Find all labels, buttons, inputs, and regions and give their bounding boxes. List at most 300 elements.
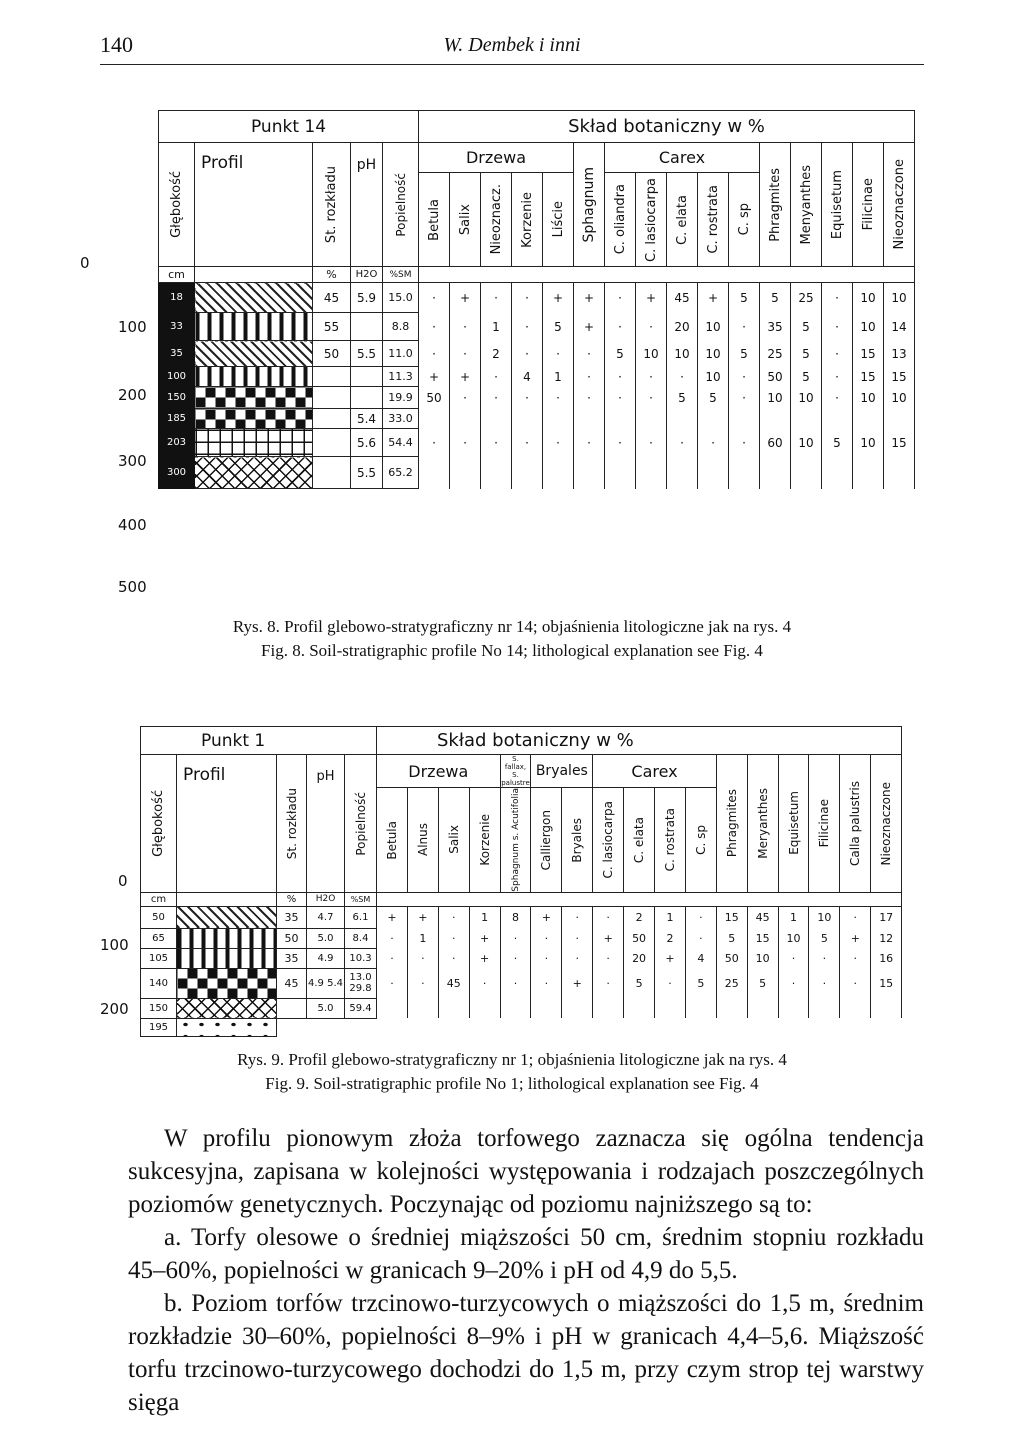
fig8-cell (574, 409, 605, 429)
fig8-species-cell-15 (884, 143, 915, 267)
fig8-cell (450, 457, 481, 489)
fig8-st-value (313, 387, 351, 409)
fig8-cell: · (574, 387, 605, 409)
fig8-cell: 5 (729, 283, 760, 313)
fig8-cell (419, 457, 450, 489)
fig8-cell (698, 409, 729, 429)
body-text (128, 1122, 924, 1419)
fig9-cell: 5 (809, 928, 840, 948)
fig8-cell: · (605, 387, 636, 409)
fig8-ph-header: pH (351, 143, 383, 267)
fig9-profil-layer (177, 928, 277, 948)
fig9-cell: · (809, 968, 840, 998)
fig9-cell: · (685, 906, 716, 928)
fig8-cell (853, 409, 884, 429)
table-row (141, 998, 902, 1018)
fig9-species-cell-2 (438, 788, 469, 893)
table-row (159, 283, 915, 313)
fig8-popielnosc-value: 8.8 (383, 313, 419, 341)
fig8-species-10: C. sp (736, 203, 752, 236)
fig9-cell: 25 (716, 968, 747, 998)
fig9-ph-value: 4.9 5.4 (307, 968, 345, 998)
fig8-cell: · (729, 367, 760, 387)
fig9-cell (655, 998, 686, 1018)
fig8-layer-depth: 203 (159, 429, 195, 457)
fig8-cell: 10 (884, 283, 915, 313)
fig8-cell: 10 (791, 387, 822, 409)
fig8-cell: · (605, 313, 636, 341)
fig8-species-15: Nieoznaczone (891, 159, 907, 250)
fig8-depth-500: 500 (118, 578, 147, 596)
fig8-cell: · (512, 341, 543, 367)
table-row (141, 928, 902, 948)
fig9-cell: + (655, 948, 686, 968)
fig9-species-cell-4 (500, 788, 531, 893)
fig9-cell: 17 (871, 906, 902, 928)
fig8-cell (729, 409, 760, 429)
fig8-popielnosc-header-label: Popielność (393, 172, 408, 237)
fig8-cell: · (574, 429, 605, 457)
fig8-cell: 2 (481, 341, 512, 367)
fig8-cell: · (450, 341, 481, 367)
fig8-cell: 5 (729, 341, 760, 367)
fig9-cell: · (438, 948, 469, 968)
fig8-cell: 5 (791, 341, 822, 367)
fig9-cell: · (840, 906, 871, 928)
fig9-ph-value: 4.7 (307, 906, 345, 928)
fig9-cell (747, 998, 778, 1018)
fig9-h2o-unit: H2O (307, 892, 345, 906)
fig8-cell (605, 457, 636, 489)
fig9-profil-layer (177, 1018, 277, 1036)
fig8-cell (512, 457, 543, 489)
fig8-profil-header: Profil (195, 143, 313, 267)
fig9-cell: 12 (871, 928, 902, 948)
fig9-profil-layer (177, 948, 277, 968)
fig8-cell (481, 457, 512, 489)
fig8-cell (667, 457, 698, 489)
fig8-species-cell-14 (853, 143, 884, 267)
fig9-cell: 4 (685, 948, 716, 968)
fig8-species-0: Betula (426, 198, 442, 241)
fig9-species-cell-12 (747, 755, 778, 893)
fig8-cell: · (822, 387, 853, 409)
fig8-cell: · (481, 387, 512, 409)
fig8-species-2: Nieoznacz. (488, 184, 504, 255)
fig9-layer-depth: 50 (141, 906, 177, 928)
fig8-species-cell-11 (760, 143, 791, 267)
fig8-cell (698, 457, 729, 489)
fig9-ph-header: pH (307, 755, 345, 893)
fig8-st-value (313, 367, 351, 387)
fig9-species-cell-7 (593, 788, 624, 893)
fig9-species-cell-15 (840, 755, 871, 893)
fig9-cell: 5 (685, 968, 716, 998)
fig8-pop-unit: %SM (383, 267, 419, 283)
fig8-ph-value (351, 367, 383, 387)
fig9-cell: · (377, 948, 408, 968)
fig8-cell: · (512, 429, 543, 457)
fig8-species-cell-6 (605, 173, 636, 267)
fig8-depth-0: 0 (80, 254, 90, 272)
fig9-species-cell-4-label: Sphagnum s. Acutifolia (510, 788, 521, 892)
fig9-layer-depth: 150 (141, 998, 177, 1018)
fig9-cell: 1 (778, 906, 809, 928)
fig9-cell (500, 998, 531, 1018)
fig8-layer-depth: 33 (159, 313, 195, 341)
fig8-profil-layer (195, 367, 313, 387)
fig8-cell: 5 (667, 387, 698, 409)
fig9-cell: · (438, 906, 469, 928)
fig8-cell: 60 (760, 429, 791, 457)
fig8-cell (791, 457, 822, 489)
fig9-drzewa-header: Drzewa (377, 755, 501, 788)
fig8-cell (822, 409, 853, 429)
fig8-ph-value: 5.5 (351, 341, 383, 367)
fig9-bottom-filler (277, 1018, 902, 1036)
fig9-popielnosc-value: 10.3 (345, 948, 377, 968)
fig8-cell: · (512, 283, 543, 313)
fig8-depth-100: 100 (118, 318, 147, 336)
fig8-cell: · (481, 429, 512, 457)
fig9-st-rozkladu-header (277, 755, 307, 893)
fig8-cell: 10 (698, 367, 729, 387)
fig8-sklad-header: Skład botaniczny w % (419, 111, 915, 143)
fig8-cell: 10 (884, 387, 915, 409)
fig9-unit-filler (377, 892, 902, 906)
fig8-cell: 15 (884, 429, 915, 457)
fig8-species-cell-7 (636, 173, 667, 267)
fig9-species-cell-8-label: C. elata (632, 816, 647, 863)
fig9-species-cell-10 (685, 788, 716, 893)
fig9-popielnosc-value: 59.4 (345, 998, 377, 1018)
fig8-depth-200: 200 (118, 386, 147, 404)
fig9-layer-depth: 195 (141, 1018, 177, 1036)
fig9-cell: 5 (716, 928, 747, 948)
fig9-cell: · (407, 968, 438, 998)
fig9-layer-depth: 65 (141, 928, 177, 948)
fig9-popielnosc-header (345, 755, 377, 893)
fig9-ph-value: 4.9 (307, 948, 345, 968)
fig8-species-8: C. elata (674, 194, 690, 245)
fig8-cell (884, 409, 915, 429)
fig9-cell: 2 (655, 928, 686, 948)
fig9-profil-layer (177, 906, 277, 928)
fig9-popielnosc-value: 13.0 29.8 (345, 968, 377, 998)
fig8-popielnosc-value: 54.4 (383, 429, 419, 457)
fig9-popielnosc-header-label: Popielność (353, 791, 368, 856)
fig8-cell (605, 409, 636, 429)
fig8-cell: 10 (698, 313, 729, 341)
fig8-cell: + (419, 367, 450, 387)
fig8-cell (574, 457, 605, 489)
fig8-cell: · (419, 313, 450, 341)
fig8-cell (481, 409, 512, 429)
fig9-cell: · (685, 928, 716, 948)
fig9-cell: + (593, 928, 624, 948)
fig8-popielnosc-value: 19.9 (383, 387, 419, 409)
fig9-cell (871, 998, 902, 1018)
fig8-cell: 10 (636, 341, 667, 367)
fig8-st-value: 45 (313, 283, 351, 313)
fig8-profil-layer (195, 387, 313, 409)
fig8-cell (636, 457, 667, 489)
fig8-cell: 5 (791, 313, 822, 341)
fig9-cell (469, 998, 500, 1018)
fig9-cell: · (469, 968, 500, 998)
fig9-species-cell-6 (562, 788, 593, 893)
figure-9-table (140, 726, 902, 1037)
table-row (159, 313, 915, 341)
fig9-layer-depth: 105 (141, 948, 177, 968)
fig8-popielnosc-value: 11.0 (383, 341, 419, 367)
fig9-species-cell-5 (531, 788, 562, 893)
fig9-species-cell-10-label: C. sp (693, 824, 708, 855)
fig8-species-14: Filicinae (860, 178, 876, 231)
fig9-species-cell-3 (469, 788, 500, 893)
fig8-species-12: Menyanthes (798, 164, 814, 245)
fig9-cell: 1 (407, 928, 438, 948)
fig9-cell (778, 998, 809, 1018)
fig9-cell: · (840, 948, 871, 968)
fig9-cell: · (562, 906, 593, 928)
fig9-cell: 16 (871, 948, 902, 968)
fig9-cell: · (377, 928, 408, 948)
fig9-cell: 8 (500, 906, 531, 928)
fig8-cell: 13 (884, 341, 915, 367)
table-row (159, 409, 915, 429)
fig8-cell: 25 (791, 283, 822, 313)
table-row (141, 906, 902, 928)
fig9-pop-unit: %SM (345, 892, 377, 906)
fig8-species-cell-9 (698, 173, 729, 267)
fig8-st-unit: % (313, 267, 351, 283)
fig9-species-cell-2-label: Salix (446, 825, 461, 855)
fig9-caption-pl: Rys. 9. Profil glebowo-stratygraficzny nr 1; objaśnienia litologiczne jak na rys. 4 (237, 1050, 787, 1069)
fig8-glebokosc-header (159, 143, 195, 267)
fig8-species-5: Sphagnum (581, 166, 597, 243)
fig9-cell: · (562, 948, 593, 968)
fig8-cell: · (419, 341, 450, 367)
fig9-species-cell-0-label: Betula (384, 820, 399, 860)
fig9-ph-value: 5.0 (307, 998, 345, 1018)
fig8-cell: 5 (760, 283, 791, 313)
fig8-cell: 5 (605, 341, 636, 367)
fig8-cell: · (574, 367, 605, 387)
paragraph-a: a. Torfy olesowe o średniej miąższości 50 cm, średnim stopniu rozkładu 45–60%, popielności w granicach 9–20% i pH od 4,9 do 5,5. (128, 1224, 924, 1284)
fig8-cell: · (605, 283, 636, 313)
fig9-cell: · (531, 948, 562, 968)
fig8-species-cell-12 (791, 143, 822, 267)
fig9-cell: · (593, 968, 624, 998)
fig9-st-value: 45 (277, 968, 307, 998)
fig8-profil-layer (195, 429, 313, 457)
fig9-depth-200: 200 (100, 1000, 129, 1018)
fig9-cell: 50 (624, 928, 655, 948)
fig9-cell (531, 998, 562, 1018)
figure-8-table (158, 110, 915, 489)
fig8-st-rozkladu-header-label: St. rozkładu (324, 165, 339, 244)
fig9-cell: 10 (809, 906, 840, 928)
fig9-cell: 1 (469, 906, 500, 928)
fig8-st-value (313, 457, 351, 489)
fig9-species-cell-16-label: Nieoznaczone (879, 781, 894, 866)
fig8-cell: 50 (760, 367, 791, 387)
fig8-depth-300: 300 (118, 452, 147, 470)
fig8-st-value: 50 (313, 341, 351, 367)
fig9-cell: · (377, 968, 408, 998)
fig8-cell: + (636, 283, 667, 313)
fig8-species-9: C. rostrata (705, 185, 721, 254)
fig8-cell: · (729, 429, 760, 457)
fig9-species-cell-14 (809, 755, 840, 893)
fig8-cell: · (450, 387, 481, 409)
fig8-cell: 50 (419, 387, 450, 409)
fig9-cm-unit: cm (141, 892, 177, 906)
fig9-cell (716, 998, 747, 1018)
fig9-cell: + (469, 928, 500, 948)
fig8-cell (636, 409, 667, 429)
fig9-cell: + (469, 948, 500, 968)
fig8-sphagnum-cell (574, 143, 605, 267)
fig8-cell: 10 (791, 429, 822, 457)
fig9-st-value: 35 (277, 948, 307, 968)
fig8-species-13: Equisetum (829, 169, 845, 240)
fig9-depth-100: 100 (100, 936, 129, 954)
fig9-cell: · (438, 928, 469, 948)
header-rule (100, 64, 924, 65)
fig9-species-cell-8 (624, 788, 655, 893)
fig8-cell: 1 (481, 313, 512, 341)
fig8-cell (822, 457, 853, 489)
fig8-cell: 15 (884, 367, 915, 387)
fig8-cell: · (543, 387, 574, 409)
fig8-cell: · (822, 367, 853, 387)
fig9-bryales-header: Bryales (531, 755, 593, 788)
fig9-popielnosc-value: 6.1 (345, 906, 377, 928)
fig8-cell: · (636, 313, 667, 341)
fig9-cell: 50 (716, 948, 747, 968)
fig8-popielnosc-value: 15.0 (383, 283, 419, 313)
fig9-cell: + (407, 906, 438, 928)
fig8-glebokosc-header-label: Głębokość (169, 171, 184, 238)
fig8-cell: · (729, 313, 760, 341)
fig9-cell: · (593, 948, 624, 968)
fig9-ph-value: 5.0 (307, 928, 345, 948)
fig8-cell: · (419, 429, 450, 457)
fig8-carex-header: Carex (605, 143, 760, 173)
fig9-species-cell-3-label: Korzenie (477, 814, 492, 866)
fig8-cell (760, 409, 791, 429)
fig9-cell: 5 (624, 968, 655, 998)
fig8-cell: + (450, 283, 481, 313)
fig9-species-cell-12-label: Meryanthes (755, 788, 770, 859)
fig9-cell (809, 998, 840, 1018)
fig8-cell: · (822, 283, 853, 313)
fig8-cell: · (543, 341, 574, 367)
fig8-cell (543, 457, 574, 489)
table-row (159, 457, 915, 489)
paragraph-intro: W profilu pionowym złoża torfowego zaznacza się ogólna tendencja sukcesyjna, zapisana w kolejności występowania i rodzajach poszczególnych poziomów genetycznych. Poczynając od poziomu najniższego są to: (128, 1125, 924, 1218)
fig8-profil-layer (195, 283, 313, 313)
fig9-species-cell-0 (377, 788, 408, 893)
fig8-popielnosc-value: 33.0 (383, 409, 419, 429)
fig8-cell (884, 457, 915, 489)
fig8-cell: · (419, 283, 450, 313)
fig8-cell: · (543, 429, 574, 457)
fig9-cell: 45 (438, 968, 469, 998)
fig9-cell (593, 998, 624, 1018)
fig8-species-cell-2 (481, 173, 512, 267)
fig9-cell: 15 (716, 906, 747, 928)
fig9-punkt: Punkt 1 (141, 727, 377, 755)
fig8-layer-depth: 18 (159, 283, 195, 313)
fig8-st-rozkladu-header (313, 143, 351, 267)
fig8-cell (729, 457, 760, 489)
fig9-cell: + (531, 906, 562, 928)
fig9-cell: + (562, 968, 593, 998)
fig9-species-cell-16 (871, 755, 902, 893)
fig8-cell: + (450, 367, 481, 387)
fig9-profil-header: Profil (177, 755, 277, 893)
fig8-cell: + (574, 313, 605, 341)
fig8-species-11: Phragmites (767, 167, 783, 242)
fig8-cell: · (605, 367, 636, 387)
fig9-cell: 15 (871, 968, 902, 998)
fig8-species-cell-8 (667, 173, 698, 267)
fig8-cell: · (822, 313, 853, 341)
fig9-cell (840, 998, 871, 1018)
fig8-cell (512, 409, 543, 429)
fig8-cell: 45 (667, 283, 698, 313)
fig8-cell: 25 (760, 341, 791, 367)
fig9-cell (685, 998, 716, 1018)
fig8-species-6: C. oliandra (612, 184, 628, 255)
fig8-popielnosc-header (383, 143, 419, 267)
fig9-cell (377, 998, 408, 1018)
fig8-layer-depth: 185 (159, 409, 195, 429)
table-row (141, 948, 902, 968)
fig9-cell: + (377, 906, 408, 928)
fig8-h2o-unit: H2O (351, 267, 383, 283)
fig8-profil-layer (195, 409, 313, 429)
table-row (141, 968, 902, 998)
running-head-author: W. Dembek i inni (443, 34, 581, 56)
fig8-layer-depth: 100 (159, 367, 195, 387)
fig8-cell: · (636, 387, 667, 409)
fig8-cell: 5 (791, 367, 822, 387)
fig9-cell (407, 998, 438, 1018)
fig8-cell: · (481, 283, 512, 313)
fig8-cell: · (636, 429, 667, 457)
fig8-cell (760, 457, 791, 489)
fig9-cell: 10 (778, 928, 809, 948)
fig8-cell (853, 457, 884, 489)
fig8-cell: · (667, 367, 698, 387)
table-row (141, 1018, 902, 1036)
fig9-species-cell-9 (655, 788, 686, 893)
table-row (159, 387, 915, 409)
fig9-cell (562, 998, 593, 1018)
fig8-species-cell-10 (729, 173, 760, 267)
fig9-layer-depth: 140 (141, 968, 177, 998)
fig8-cell: 5 (822, 429, 853, 457)
fig8-cell: 5 (698, 387, 729, 409)
fig8-ph-value: 5.4 (351, 409, 383, 429)
fig8-species-cell-1 (450, 173, 481, 267)
fig8-cell: + (543, 283, 574, 313)
fig9-cell: 20 (624, 948, 655, 968)
